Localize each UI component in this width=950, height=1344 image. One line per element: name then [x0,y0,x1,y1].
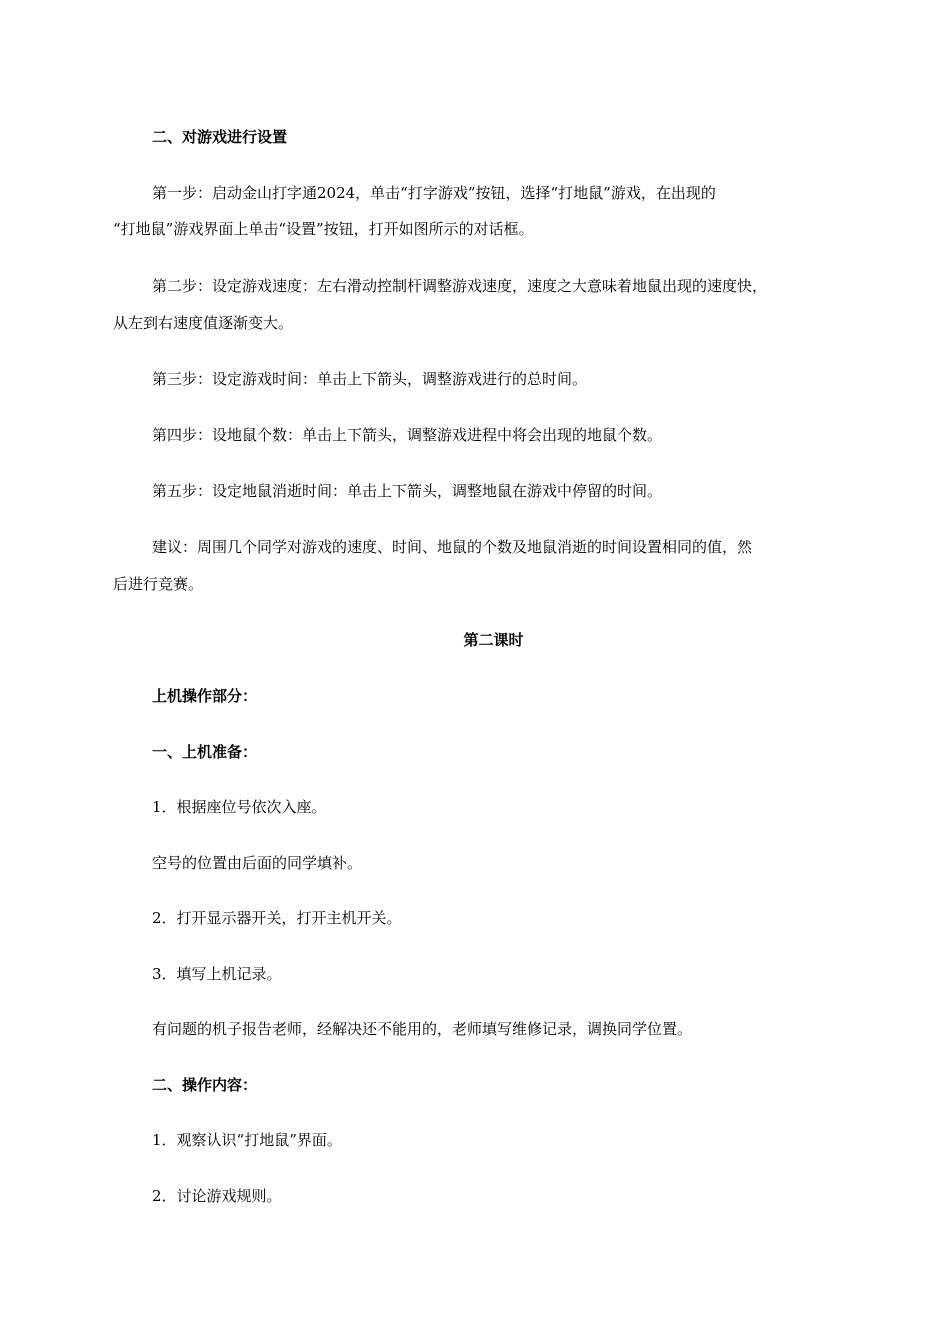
content-item: 1．观察认识“打地鼠”界面。 [152,1131,342,1149]
content-item: 2．讨论游戏规则。 [152,1187,282,1205]
prep-item: 1．根据座位号依次入座。 [152,798,327,816]
lab-section-heading: 上机操作部分： [152,687,258,705]
prep-item: 有问题的机子报告老师，经解决还不能用的，老师填写维修记录，调换同学位置。 [152,1020,693,1038]
prep-item: 空号的位置由后面的同学填补。 [152,854,363,872]
step1-line1: 第一步：启动金山打字通2024，单击“打字游戏”按钮，选择“打地鼠”游戏，在出现的 [152,184,716,202]
prep-item: 2．打开显示器开关，打开主机开关。 [152,909,402,927]
content-heading: 二、操作内容： [152,1076,258,1094]
step1-line2: “打地鼠”游戏界面上单击“设置”按钮，打开如图所示的对话框。 [113,220,534,238]
step2-line1: 第二步：设定游戏速度：左右滑动控制杆调整游戏速度，速度之大意味着地鼠出现的速度快， [152,277,768,295]
section-heading-settings: 二、对游戏进行设置 [152,128,288,146]
prep-heading: 一、上机准备： [152,743,258,761]
step3-paragraph: 第三步：设定游戏时间：单击上下箭头，调整游戏进行的总时间。 [152,370,588,388]
suggestion-line1: 建议：周围几个同学对游戏的速度、时间、地鼠的个数及地鼠消逝的时间设置相同的值，然 [152,538,753,556]
step5-paragraph: 第五步：设定地鼠消逝时间：单击上下箭头，调整地鼠在游戏中停留的时间。 [152,482,663,500]
suggestion-line2: 后进行竞赛。 [113,575,204,593]
lesson-title: 第二课时 [463,631,524,649]
step4-paragraph: 第四步：设地鼠个数：单击上下箭头，调整游戏进程中将会出现的地鼠个数。 [152,426,663,444]
step2-line2: 从左到右速度值逐渐变大。 [113,314,294,332]
prep-item: 3．填写上机记录。 [152,965,282,983]
